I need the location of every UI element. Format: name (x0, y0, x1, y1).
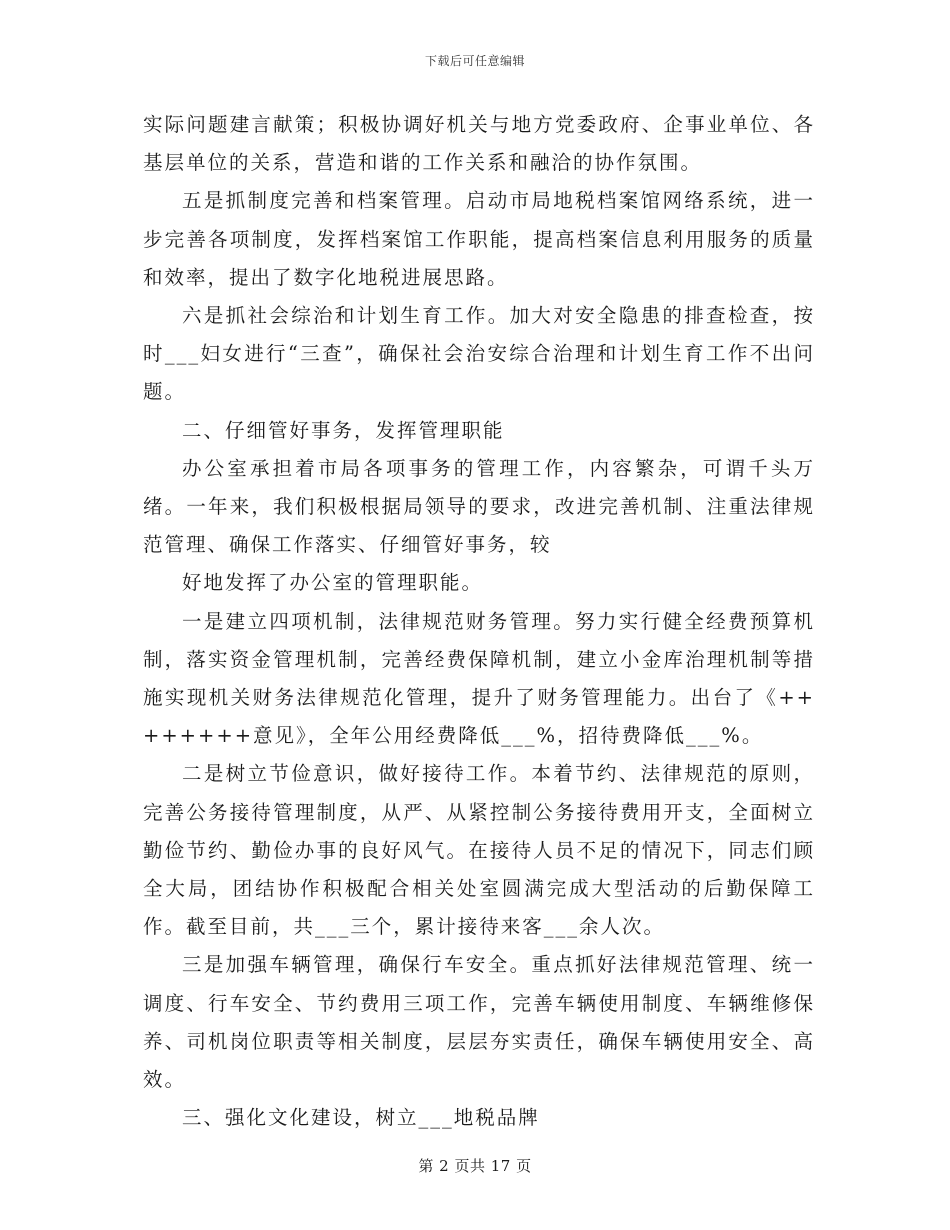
paragraph-9: 三是加强车辆管理，确保行车安全。重点抓好法律规范管理、统一调度、行车安全、节约费用三项工作，完善车辆使用制度、车辆维修保养、司机岗位职责等相关制度，层层夯实责任，确保车辆使用安全、高效。 (143, 953, 815, 1092)
paragraph-3: 六是抓社会综治和计划生育工作。加大对安全隐患的排查检查，按时___妇女进行“三查”，确保社会治安综合治理和计划生育工作不出问题。 (143, 304, 815, 404)
section-heading-3: 三、强化文化建设，树立___地税品牌 (182, 1106, 540, 1130)
paragraph-7: 一是建立四项机制，法律规范财务管理。努力实行健全经费预算机制，落实资金管理机制，完善经费保障机制，建立小金库治理机制等措施实现机关财务法律规范化管理，提升了财务管理能力。出台了《++++++++意见》，全年公用经费降低___%，招待费降低___%。 (143, 609, 815, 748)
document-body (143, 106, 815, 1137)
page-footer: 第 2 页共 17 页 (418, 1157, 532, 1175)
section-heading-2: 二、仔细管好事务，发挥管理职能 (182, 418, 505, 442)
paragraph-6: 好地发挥了办公室的管理职能。 (182, 571, 484, 595)
page-header: 下载后可任意编辑 (424, 54, 525, 68)
paragraph-8: 二是树立节俭意识，做好接待工作。本着节约、法律规范的原则，完善公务接待管理制度，从严、从紧控制公务接待费用开支，全面树立勤俭节约、勤俭办事的良好风气。在接待人员不足的情况下，同志们顾全大局，团结协作积极配合相关处室圆满完成大型活动的后勤保障工作。截至目前，共___三个，累计接待来客___余人次。 (143, 762, 815, 939)
paragraph-1: 实际问题建言献策；积极协调好机关与地方党委政府、企事业单位、各基层单位的关系，营造和谐的工作关系和融洽的协作氛围。 (143, 113, 815, 175)
paragraph-2: 五是抓制度完善和档案管理。启动市局地税档案馆网络系统，进一步完善各项制度，发挥档案馆工作职能，提高档案信息利用服务的质量和效率，提出了数字化地税进展思路。 (143, 189, 815, 289)
paragraph-5: 办公室承担着市局各项事务的管理工作，内容繁杂，可谓千头万绪。一年来，我们积极根据局领导的要求，改进完善机制、注重法律规范管理、确保工作落实、仔细管好事务，较 (143, 456, 815, 557)
